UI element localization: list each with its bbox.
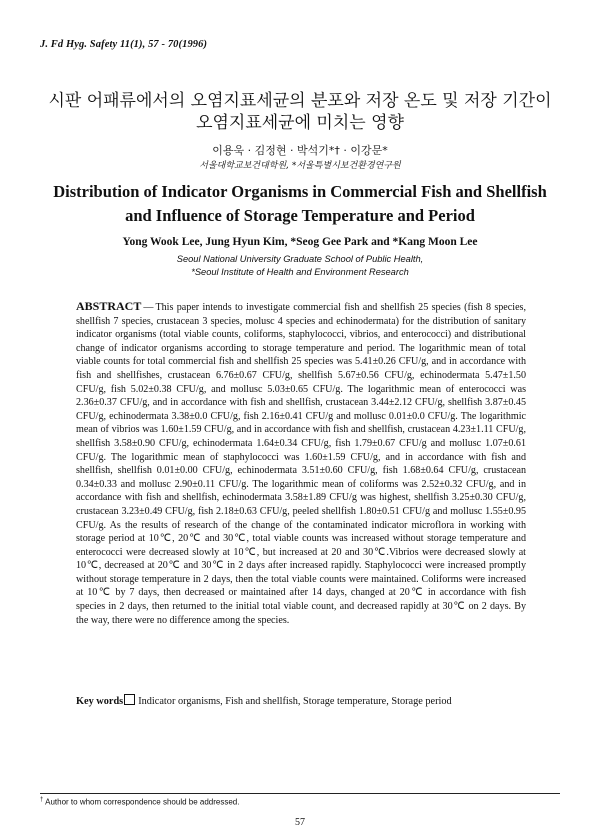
abstract-text: This paper intends to investigate commercial fish and shellfish 25 species (fish 8 species, shellfish 7 species, crustacean 3 species, molusc 4 species and echinodermata) for the distribution of sanitary indicator organisms (total viable counts, coliforms, staphylococci, vibrios, and enterococci) and distributional change of indicator organisms according to storage temperature and period. The logarithmic mean of total viable counts for total commercial fish and shellfish 25 species was 5.41±0.26 CFU/g, and in accordance with fish and shellfishes, crustacean 6.76±0.67 CFU/g, shellfish 5.67±0.56 CFU/g, echinodermata 5.47±1.50 CFU/g, fish 5.02±0.38 CFU/g, and mollusc 5.03±0.65 CFU/g. The logarithmic mean of enterococci was 2.36±0.37 CFU/g, and in accordance with fish and shellfish, crustacean 3.44±2.12 CFU/g, shellfish 3.87±0.45 CFU/g, echinodermata 3.38±0.0 CFU/g, fish 2.16±0.41 CFU/g and mollusc 0.01±0.0 CFU/g. The logarithmic mean of vibrios was 1.60±1.59 CFU/g, and in accordance with fish and shellfish, crustacean 4.23±1.11 CFU/g, shellfish 3.58±0.90 CFU/g, echinodermata 1.64±0.34 CFU/g, fish 1.79±0.67 CFU/g and mollusc 1.07±0.61 CFU/g. The logarithmic mean of staphylococci was 1.60±1.59 CFU/g, and in accordance with fish and shellfish, shellfish 0.01±0.00 CFU/g, echinodermata 3.51±0.60 CFU/g, fish 1.68±0.64 CFU/g, crustacean 0.34±0.33 and mollusc 2.90±0.11 CFU/g. The logarithmic mean of coliforms was 2.52±0.32 CFU/g, and in accordance with fish and shellfish, echinodermata 3.58±1.89 CFU/g was highest, shellfish 3.25±0.30 CFU/g, crustacean 3.23±0.49 CFU/g, fish 2.18±0.63 CFU/g, peeled shellfish 1.80±0.51 CFU/g and mollusc 1.55±0.95 CFU/g. As the results of research of the change of the contaminated indicator microflora in working with storage period at 10℃, 20℃ and 30℃, total viable counts was increased without storage temperature and enterococci were decreased slowly at 10℃, but increased at 20 and 30℃.Vibrios were decreased slowly at 10℃, decreased at 20℃ and 30℃ in 2 days after increased rapidly. Staphylococci were increased promptly without storage temperature in 2 days, then the total viable counts were maintained. Coliforms were increased at 10℃ by 7 days, then decreased or maintained after 14 days, changed at 20℃ in accordance with fish species in 2 days, then returned to the initial total viable count, and decreased rapidly at 30℃ on 2 days. By the way, there were no difference among the species.: [76, 302, 526, 626]
keywords-text: Indicator organisms, Fish and shellfish, Storage temperature, Storage period: [138, 696, 452, 707]
english-title-line-1: Distribution of Indicator Organisms in Commercial Fish and Shellfish: [53, 182, 547, 201]
korean-title: [40, 90, 560, 134]
korean-title-line-1: 시판 어패류에서의 오염지표세균의 분포와 저장 온도 및 저장 기간이: [48, 91, 552, 111]
abstract: [76, 300, 526, 627]
keywords: [76, 694, 526, 707]
english-title: [40, 180, 560, 228]
footnote: [40, 797, 239, 807]
journal-header: J. Fd Hyg. Safety 11(1), 57 - 70(1996): [40, 39, 208, 50]
english-authors: Yong Wook Lee, Jung Hyun Kim, *Seog Gee Park and *Kang Moon Lee: [122, 236, 478, 248]
english-affiliation: [40, 253, 560, 279]
abstract-dash: —: [143, 302, 154, 313]
page-number: 57: [295, 817, 305, 828]
english-title-line-2: and Influence of Storage Temperature and Period: [125, 206, 475, 225]
keywords-label: Key words: [76, 696, 124, 707]
footnote-text: Author to whom correspondence should be addressed.: [45, 797, 240, 807]
affiliation-line-1: Seoul National University Graduate School of Public Health,: [176, 254, 424, 264]
korean-authors: 이용욱 · 김정현 · 박석기*† · 이강문*: [212, 144, 388, 157]
abstract-label: ABSTRACT: [76, 299, 142, 313]
korean-affiliation: 서울대학교보건대학원, *서울특별시보건환경연구원: [199, 161, 401, 171]
affiliation-line-2: *Seoul Institute of Health and Environment Research: [191, 267, 409, 277]
footnote-mark: †: [40, 797, 44, 803]
keywords-box-icon: [124, 694, 135, 705]
footnote-divider: [40, 793, 560, 794]
korean-title-line-2: 오염지표세균에 미치는 영향: [196, 113, 404, 133]
